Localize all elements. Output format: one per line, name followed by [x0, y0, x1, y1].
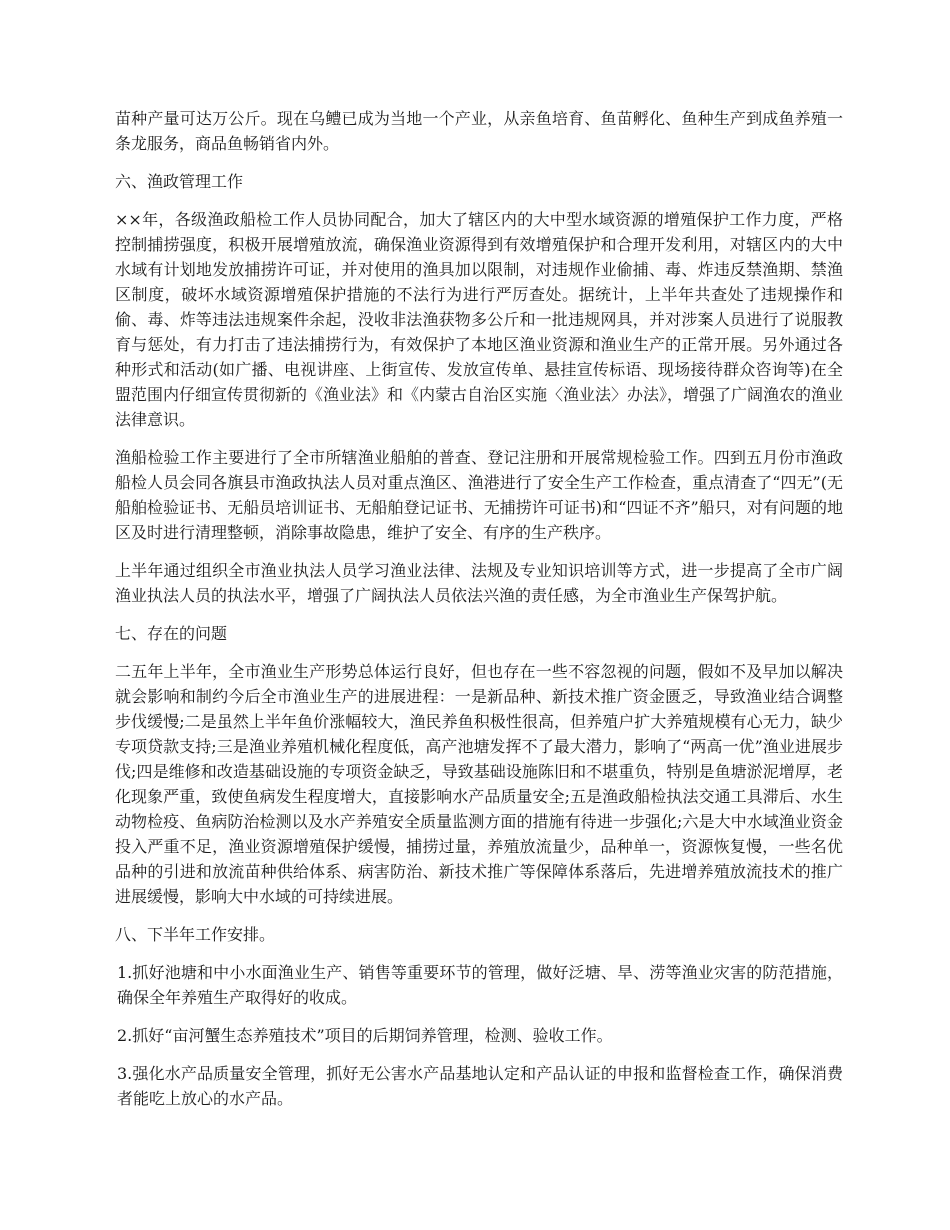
section-heading-existing-problems: 七、存在的问题 — [115, 624, 228, 643]
plan-item-1: 1.抓好池塘和中小水面渔业生产、销售等重要环节的管理，做好泛塘、旱、涝等渔业灾害的防范措施，确保全年养殖生产取得好的收成。 — [117, 963, 843, 1007]
paragraph-fishery-administration: ××年，各级渔政船检工作人员协同配合，加大了辖区内的大中型水域资源的增殖保护工作力度，严格控制捕捞强度，积极开展增殖放流，确保渔业资源得到有效增殖保护和合理开发利用，对辖区内的大中水域有计划地发放捕捞许可证，并对使用的渔具加以限制，对违规作业偷捕、毒、炸违反禁渔期、禁渔区制度，破坏水域资源增殖保护措施的不法行为进行严厉查处。据统计，上半年共查处了违规操作和偷、毒、炸等违法违规案件余起，没收非法渔获物多公斤和一批违规网具，并对涉案人员进行了说服教育与惩处，有力打击了违法捕捞行为，有效保护了本地区渔业资源和渔业生产的正常开展。另外通过各种形式和活动(如广播、电视讲座、上街宣传、发放宣传单、悬挂宣传标语、现场接待群众咨询等)在全盟范围内仔细宣传贯彻新的《渔业法》和《内蒙古自治区实施〈渔业法〉办法》，增强了广阔渔农的渔业法律意识。 — [115, 210, 844, 429]
paragraph-vessel-inspection: 渔船检验工作主要进行了全市所辖渔业船舶的普查、登记注册和开展常规检验工作。四到五月份市渔政船检人员会同各旗县市渔政执法人员对重点渔区、渔港进行了安全生产工作检查，重点清查了“四无”(无船舶检验证书、无船员培训证书、无船舶登记证书、无捕捞许可证书)和“四证不齐”船只，对有问题的地区及时进行清理整顿，消除事故隐患，维护了安全、有序的生产秩序。 — [115, 448, 843, 542]
document-page — [115, 106, 843, 1124]
section-heading-fishery-administration: 六、渔政管理工作 — [115, 172, 244, 191]
paragraph-seedling-output: 苗种产量可达万公斤。现在乌鳢已成为当地一个产业，从亲鱼培育、鱼苗孵化、鱼种生产到成鱼养殖一条龙服务，商品鱼畅销省内外。 — [115, 109, 843, 153]
paragraph-law-enforcement-training: 上半年通过组织全市渔业执法人员学习渔业法律、法规及专业知识培训等方式，进一步提高了全市广阔渔业执法人员的执法水平，增强了广阔执法人员依法兴渔的责任感，为全市渔业生产保驾护航。 — [115, 561, 843, 605]
plan-item-3: 3.强化水产品质量安全管理，抓好无公害水产品基地认定和产品认证的申报和监督检查工作，确保消费者能吃上放心的水产品。 — [117, 1064, 843, 1108]
paragraph-existing-problems: 二五年上半年，全市渔业生产形势总体运行良好，但也存在一些不容忽视的问题，假如不及早加以解决就会影响和制约今后全市渔业生产的进展进程：一是新品种、新技术推广资金匮乏，导致渔业结合调整步伐缓慢;二是虽然上半年鱼价涨幅较大，渔民养鱼积极性很高，但养殖户扩大养殖规模有心无力，缺少专项贷款支持;三是渔业养殖机械化程度低，高产池塘发挥不了最大潜力，影响了“两高一优”渔业进展步伐;四是维修和改造基础设施的专项资金缺乏，导致基础设施陈旧和不堪重负，特别是鱼塘淤泥增厚，老化现象严重，致使鱼病发生程度增大，直接影响水产品质量安全;五是渔政船检执法交通工具滞后、水生动物检疫、鱼病防治检测以及水产养殖安全质量监测方面的措施有待进一步强化;六是大中水域渔业资金投入严重不足，渔业资源增殖保护缓慢，捕捞过量，养殖放流量少，品种单一，资源恢复慢，一些名优品种的引进和放流苗种供给体系、病害防治、新技术推广等保障体系落后，先进增养殖放流技术的推广进展缓慢，影响大中水域的可持续进展。 — [115, 662, 843, 906]
section-heading-second-half-plan: 八、下半年工作安排。 — [115, 925, 276, 944]
plan-item-2: 2.抓好“亩河蟹生态养殖技术”项目的后期饲养管理，检测、验收工作。 — [117, 1026, 613, 1045]
